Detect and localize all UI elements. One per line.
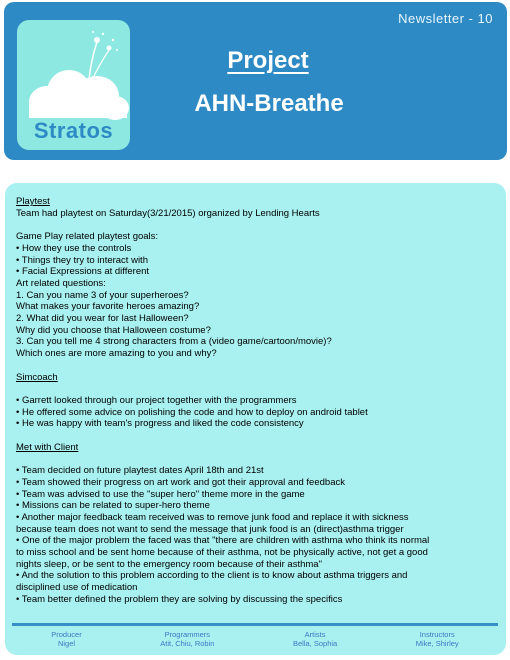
credit-names: Atit, Chiu, Robin — [160, 639, 215, 648]
text-line: Art related questions: — [16, 277, 106, 289]
text-line: 3. Can you tell me 4 strong characters from a (video game/cartoon/movie)? — [16, 336, 332, 348]
text-line: • How they use the controls — [16, 242, 132, 254]
newsletter-body — [16, 196, 500, 606]
project-name: AHN-Breathe — [194, 90, 344, 117]
stratos-logo — [17, 20, 130, 150]
text-line: to miss school and be sent home because of their asthma, not be physically active, not get a good — [16, 547, 428, 559]
text-line: • Another major feedback team received was to remove junk food and replace it with sickness — [16, 511, 409, 523]
credit-role: Artists — [304, 630, 326, 639]
text-line: • Team decided on future playtest dates April 18th and 21st — [16, 465, 264, 477]
spacer — [16, 430, 500, 442]
text-line: Game Play related playtest goals: — [16, 231, 159, 243]
credit-names: Bella, Sophia — [293, 639, 338, 648]
text-line: • Facial Expressions at different — [16, 266, 150, 278]
newsletter-label: Newsletter - 10 — [398, 11, 493, 26]
text-line: • He offered some advice on polishing the code and how to deploy on android tablet — [16, 406, 368, 418]
text-line: Which ones are more amazing to you and why? — [16, 348, 217, 360]
text-line: Team had playtest on Saturday(3/21/2015) organized by Lending Hearts — [16, 207, 320, 219]
text-line: • One of the major problem the faced was that "there are children with asthma who think its normal — [16, 535, 430, 547]
credit-programmers — [160, 630, 214, 648]
content-panel — [5, 183, 506, 655]
spacer — [16, 453, 500, 465]
credit-artists — [293, 630, 337, 648]
header-banner — [4, 2, 507, 160]
credit-role: Programmers — [164, 630, 211, 639]
spacer — [16, 219, 500, 231]
text-line: • Things they try to interact with — [16, 254, 148, 266]
logo-text: Stratos — [33, 118, 114, 143]
text-line: • And the solution to this problem according to the client is to know about asthma triggers and — [16, 570, 408, 582]
text-line: • Missions can be related to super-hero theme — [16, 500, 210, 512]
text-line: • Team was advised to use the "super hero" theme more in the game — [16, 488, 305, 500]
team-credits — [12, 630, 498, 648]
credit-role: Producer — [51, 630, 82, 639]
text-line: 1. Can you name 3 of your superheroes? — [16, 289, 189, 301]
text-line: • Team showed their progress on art work and got their approval and feedback — [16, 476, 345, 488]
text-line: 2. What did you wear for last Halloween? — [16, 313, 189, 325]
credit-names: Mike, Shirley — [415, 639, 459, 648]
text-line: nights sleep, or be sent to the emergency room because of their asthma" — [16, 558, 322, 570]
text-line: Why did you choose that Halloween costume? — [16, 324, 211, 336]
text-line: • Garrett looked through our project together with the programmers — [16, 394, 297, 406]
text-line: What makes your favorite heroes amazing? — [16, 301, 200, 313]
text-line: • He was happy with team's progress and liked the code consistency — [16, 418, 304, 430]
credit-instructors — [416, 630, 459, 648]
footer-divider — [12, 623, 498, 626]
section-heading: Playtest — [16, 196, 50, 207]
spacer — [16, 360, 500, 372]
text-line: because team does not want to send the message that junk food is an (direct)asthma trigger — [16, 523, 404, 535]
credit-role: Instructors — [419, 630, 455, 639]
credit-producer — [51, 630, 81, 648]
text-line: • Team better defined the problem they are solving by discussing the specifics — [16, 593, 343, 605]
section-heading: Simcoach — [16, 371, 58, 383]
credit-names: Nigel — [57, 639, 76, 648]
section-heading: Met with Client — [16, 441, 79, 453]
text-line: disciplined use of medication — [16, 582, 138, 594]
project-title: Project — [227, 47, 309, 74]
spacer — [16, 383, 500, 395]
